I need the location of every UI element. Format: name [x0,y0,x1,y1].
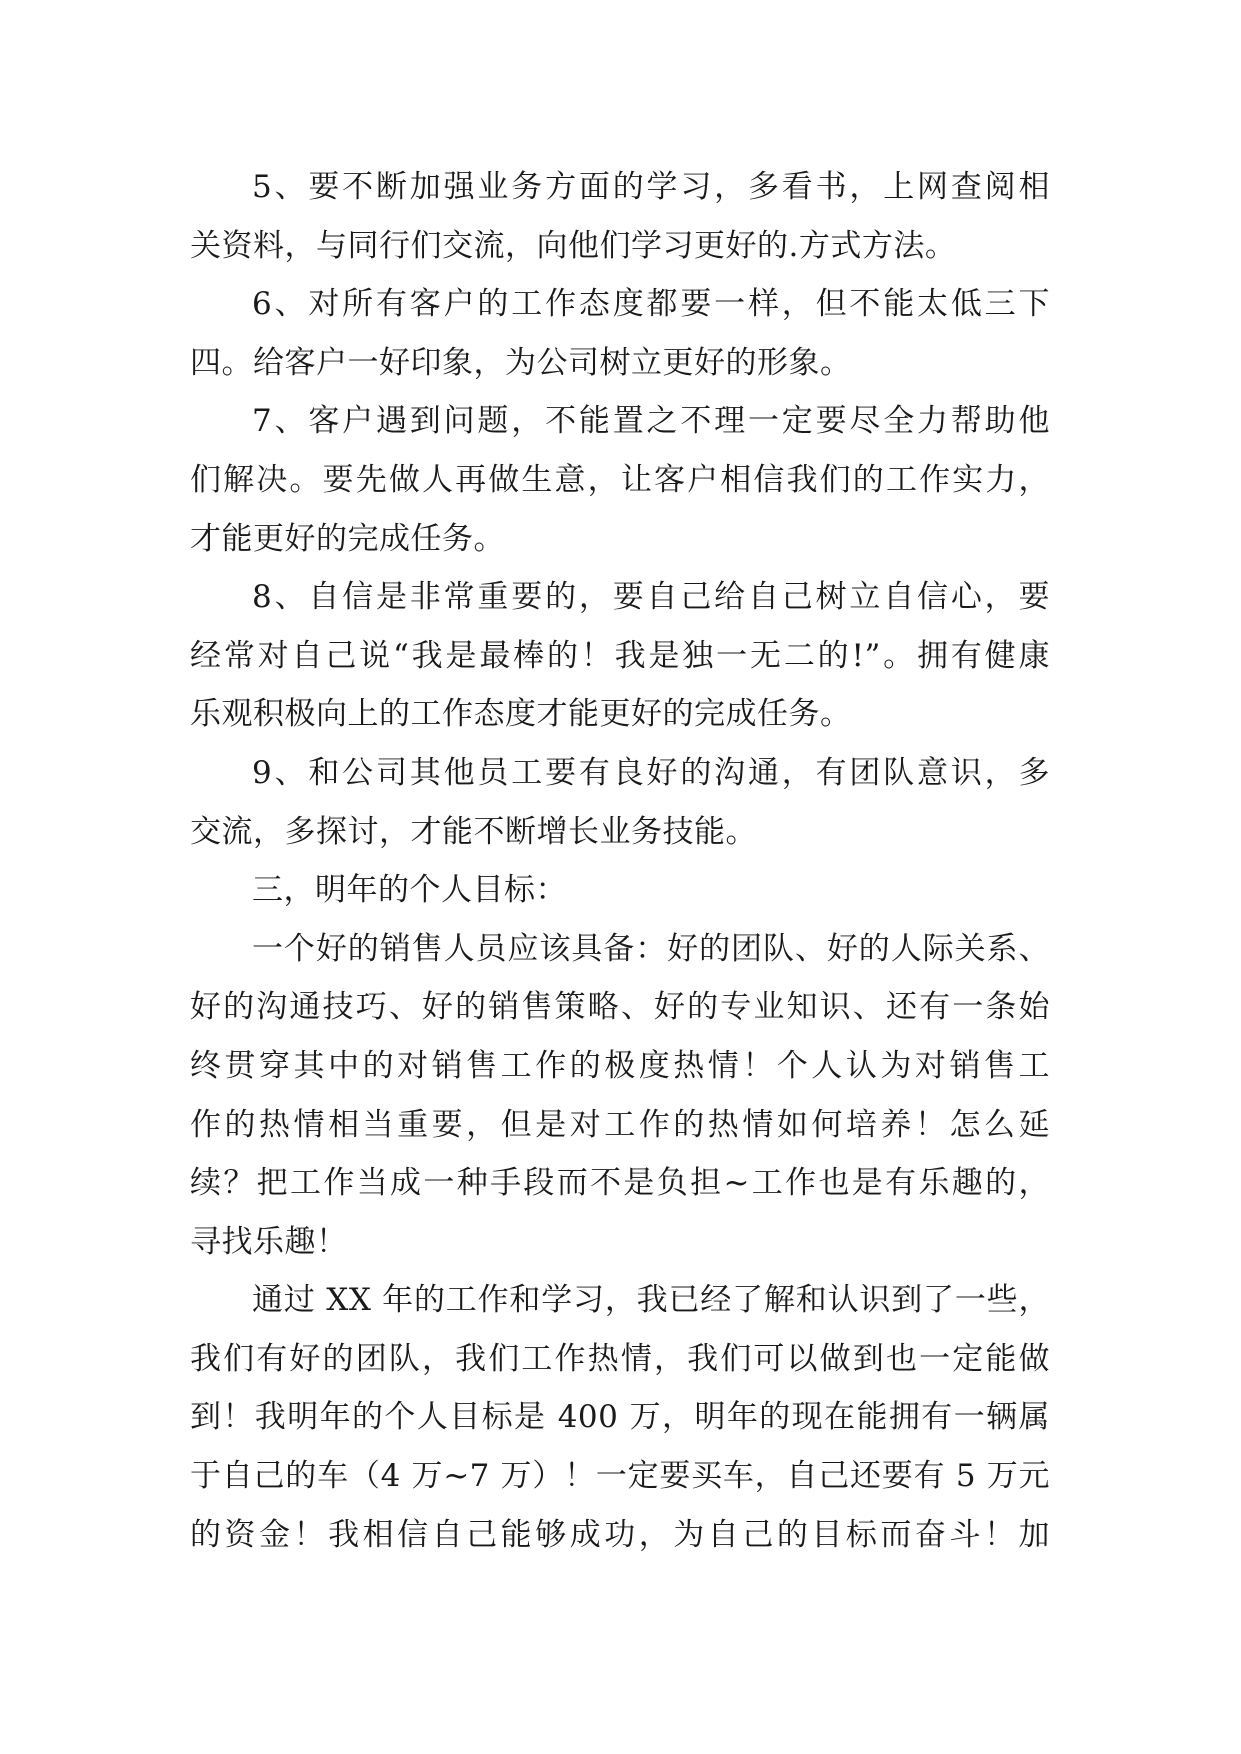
text-line: 于自己的车（4 万~7 万）！一定要买车，自己还要有 5 万元 [190,1458,1050,1495]
text-line: 关资料，与同行们交流，向他们学习更好的.方式方法。 [190,227,957,264]
text-line: 乐观积极向上的工作态度才能更好的完成任务。 [190,696,852,733]
text-line: 才能更好的完成任务。 [190,520,505,557]
text-line: 通过 XX 年的工作和学习，我已经了解和认识到了一些， [252,1282,1050,1319]
text-line: 三，明年的个人目标： [252,872,567,909]
text-line: 好的沟通技巧、好的销售策略、好的专业知识、还有一条始 [190,989,1050,1026]
text-line: 6、对所有客户的工作态度都要一样，但不能太低三下 [252,286,1050,323]
text-line: 的资金！我相信自己能够成功，为自己的目标而奋斗！加 [190,1516,1050,1553]
document-body [190,158,1050,1564]
text-line: 四。给客户一好印象，为公司树立更好的形象。 [190,344,852,381]
text-line: 们解决。要先做人再做生意，让客户相信我们的工作实力， [190,461,1050,498]
text-line: 经常对自己说“我是最棒的！我是独一无二的!”。拥有健康 [190,637,1050,674]
text-line: 5、要不断加强业务方面的学习，多看书，上网查阅相 [252,169,1050,205]
text-line: 一个好的销售人员应该具备：好的团队、好的人际关系、 [252,930,1050,967]
text-line: 作的热情相当重要，但是对工作的热情如何培养！怎么延 [190,1106,1050,1143]
text-line: 我们有好的团队，我们工作热情，我们可以做到也一定能做 [190,1340,1050,1377]
text-line: 续？把工作当成一种手段而不是负担~工作也是有乐趣的， [190,1165,1050,1202]
text-line: 到！我明年的个人目标是 400 万，明年的现在能拥有一辆属 [190,1399,1050,1436]
text-line: 交流，多探讨，才能不断增长业务技能。 [190,813,757,850]
text-line: 7、客户遇到问题，不能置之不理一定要尽全力帮助他 [252,403,1050,440]
text-line: 9、和公司其他员工要有良好的沟通，有团队意识，多 [252,754,1050,791]
text-line: 寻找乐趣！ [190,1223,348,1260]
text-line: 8、自信是非常重要的，要自己给自己树立自信心，要 [252,579,1050,616]
text-line: 终贯穿其中的对销售工作的极度热情！个人认为对销售工 [190,1047,1050,1084]
